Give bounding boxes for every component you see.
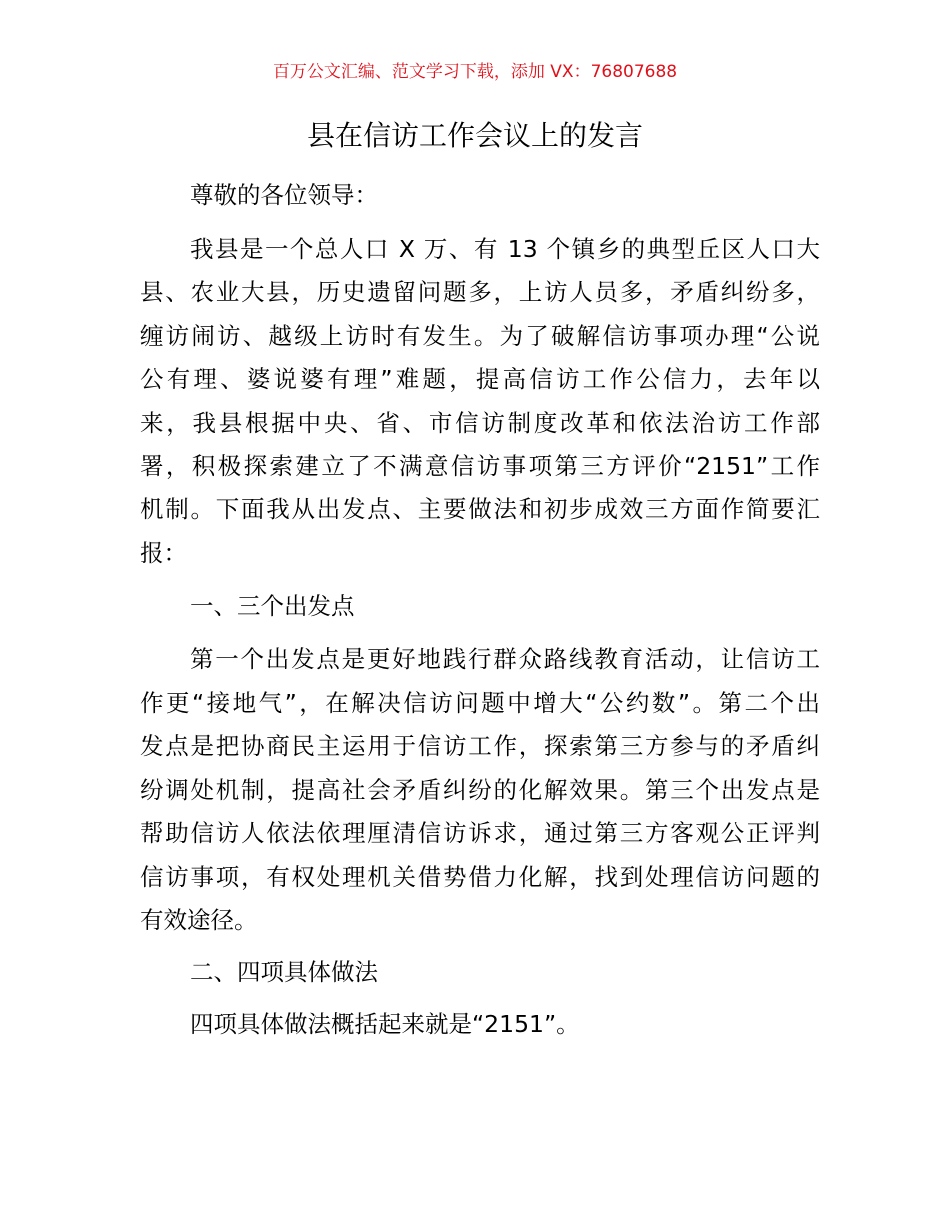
paragraph-line: 第一个出发点是更好地践行群众路线教育活动，让信访工 — [190, 645, 820, 673]
paragraph-line: 信访事项，有权处理机关借势借力化解，找到处理信访问题的 — [140, 863, 820, 891]
paragraph-line: 署，积极探索建立了不满意信访事项第三方评价“2151”工作 — [140, 452, 820, 480]
paragraph-line: 纷调处机制，提高社会矛盾纠纷的化解效果。第三个出发点是 — [140, 776, 820, 804]
paragraph-line: 发点是把协商民主运用于信访工作，探索第三方参与的矛盾纠 — [140, 732, 820, 760]
promo-header: 百万公文汇编、范文学习下载，添加 VX：76807688 — [272, 62, 678, 82]
paragraph-line: 公有理、婆说婆有理”难题，提高信访工作公信力，去年以 — [140, 365, 820, 393]
paragraph-line: 作更“接地气”，在解决信访问题中增大“公约数”。第二个出 — [140, 689, 820, 717]
salutation: 尊敬的各位领导： — [190, 181, 378, 209]
document-title: 县在信访工作会议上的发言 — [306, 119, 643, 152]
paragraph-line: 县、农业大县，历史遗留问题多，上访人员多，矛盾纠纷多， — [140, 278, 820, 306]
section-heading: 一、三个出发点 — [190, 592, 355, 620]
paragraph-line: 报： — [140, 539, 187, 567]
paragraph-line: 缠访闹访、越级上访时有发生。为了破解信访事项办理“公说 — [140, 322, 820, 350]
paragraph-line: 四项具体做法概括起来就是“2151”。 — [190, 1010, 580, 1038]
paragraph-line: 帮助信访人依法依理厘清信访诉求，通过第三方客观公正评判 — [140, 819, 820, 847]
paragraph-line: 机制。下面我从出发点、主要做法和初步成效三方面作简要汇 — [140, 495, 820, 523]
section-heading: 二、四项具体做法 — [190, 958, 378, 986]
paragraph-line: 我县是一个总人口 X 万、有 13 个镇乡的典型丘区人口大 — [190, 235, 820, 263]
paragraph-line: 来，我县根据中央、省、市信访制度改革和依法治访工作部 — [140, 409, 820, 437]
paragraph-line: 有效途径。 — [140, 906, 258, 934]
